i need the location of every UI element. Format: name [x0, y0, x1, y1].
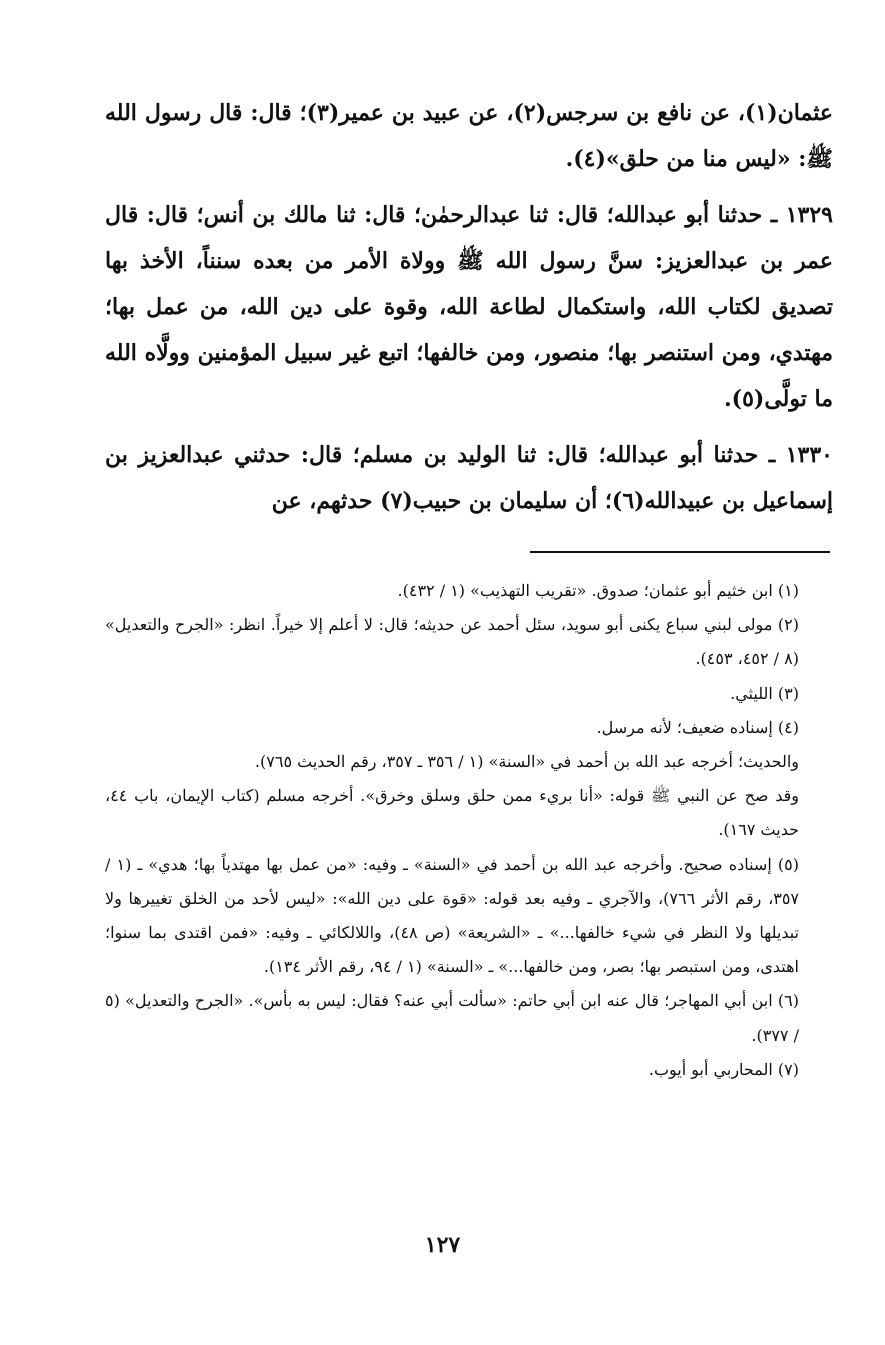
- footnote-1: (١) ابن خثيم أبو عثمان؛ صدوق. «تقريب التهذيب» (١ / ٤٣٢).: [397, 581, 799, 600]
- paragraph-1329: ١٣٢٩ ـ حدثنا أبو عبدالله؛ قال: ثنا عبدالرحمٰن؛ قال: ثنا مالك بن أنس؛ قال: قال عمر بن عبدالعزيز: سنَّ رسول الله ﷺ وولاة الأمر من بعده سنناً، الأخذ بها تصديق لكتاب الله، واستكمال لطاعة الله، وقوة على دين الله، من عمل بها؛ مهتدي، ومن استنصر بها؛ منصور، ومن خالفها؛ اتبع غير سبيل المؤمنين وولَّاه الله ما تولَّى(٥).: [105, 202, 833, 412]
- main-text: [105, 90, 833, 524]
- footnote-4-continued: وقد صح عن النبي ﷺ قوله: «أنا بريء ممن حلق وسلق وخرق». أخرجه مسلم (كتاب الإيمان، باب ٤٤، حديث ١٦٧).: [105, 786, 799, 840]
- page-number: ١٢٧: [424, 1232, 461, 1258]
- paragraph-continuation: عثمان(١)، عن نافع بن سرجس(٢)، عن عبيد بن عمير(٣)؛ قال: قال رسول الله ﷺ: «ليس منا من حلق»(٤).: [105, 100, 833, 172]
- footnote-7: (٧) المحاربي أبو أيوب.: [648, 1059, 799, 1079]
- footnote-4: (٤) إسناده ضعيف؛ لأنه مرسل.: [596, 717, 799, 737]
- footnote-5: (٥) إسناده صحيح. وأخرجه عبد الله بن أحمد في «السنة» ـ وفيه: «من عمل بها مهتدياً بها؛ هدي» ـ (١ / ٣٥٧، رقم الأثر ٧٦٦)، والآجري ـ وفيه بعد قوله: «قوة على دين الله»: «ليس لأحد من الخلق تغييرها ولا تبديلها ولا النظر في شيء خالفها...» ـ «الشريعة» (ص ٤٨)، واللالكائي ـ وفيه: «فمن اقتدى بما سنوا؛ اهتدى، ومن استبصر بها؛ بصر، ومن خالفها...» ـ «السنة» (١ / ٩٤، رقم الأثر ١٣٤).: [105, 854, 800, 977]
- footnote-6: (٦) ابن أبي المهاجر؛ قال عنه ابن أبي حاتم: «سألت أبي عنه؟ فقال: ليس به بأس». «الجرح والتعديل» (٥ / ٣٧٧).: [105, 991, 799, 1045]
- footnote-2: (٢) مولى لبني سباع يكنى أبو سويد، سئل أحمد عن حديثه؛ قال: لا أعلم إلا خيراً. انظر: «الجرح والتعديل» (٨ / ٤٥٢، ٤٥٣).: [105, 615, 799, 669]
- paragraph-1330: ١٣٣٠ ـ حدثنا أبو عبدالله؛ قال: ثنا الوليد بن مسلم؛ قال: حدثني عبدالعزيز بن إسماعيل بن عبيدالله(٦)؛ أن سليمان بن حبيب(٧) حدثهم، عن: [105, 442, 833, 514]
- footnotes: [105, 574, 833, 1087]
- footnote-divider: [530, 551, 830, 553]
- footnote-4-continued: والحديث؛ أخرجه عبد الله بن أحمد في «السنة» (١ / ٣٥٦ ـ ٣٥٧، رقم الحديث ٧٦٥).: [254, 752, 799, 772]
- footnote-3: (٣) الليثي.: [730, 683, 799, 703]
